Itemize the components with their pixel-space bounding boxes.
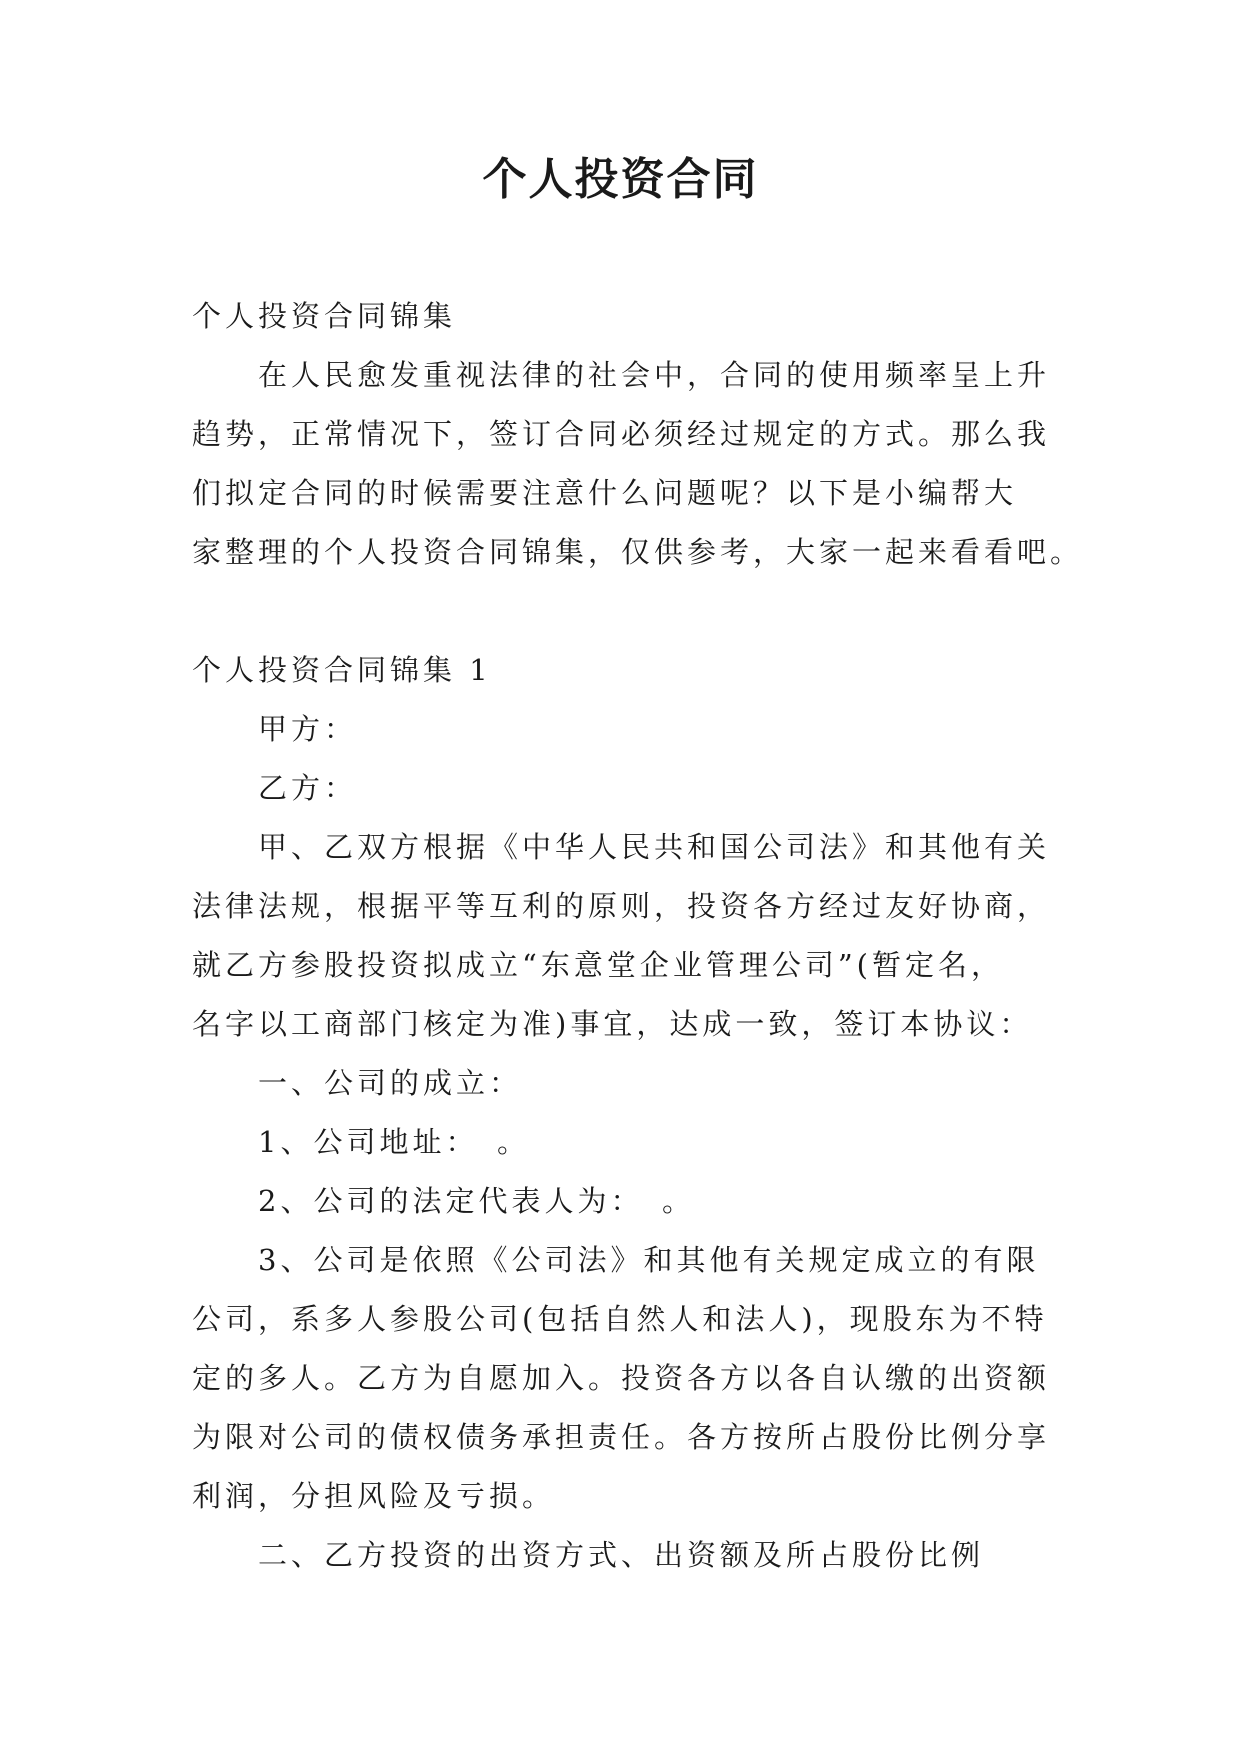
agreement-line: 法律法规，根据平等互利的原则，投资各方经过友好协商， [192, 889, 1051, 923]
clause-line: 公司，系多人参股公司(包括自然人和法人)，现股东为不特 [192, 1302, 1048, 1336]
article-2-heading: 二、乙方投资的出资方式、出资额及所占股份比例 [258, 1538, 985, 1572]
party-a-label: 甲方： [258, 712, 358, 746]
intro-line: 们拟定合同的时候需要注意什么问题呢？以下是小编帮大 [192, 476, 1018, 510]
clause-line: 3、公司是依照《公司法》和其他有关规定成立的有限 [258, 1243, 1040, 1277]
intro-line: 趋势，正常情况下，签订合同必须经过规定的方式。那么我 [192, 417, 1051, 451]
collection-subtitle: 个人投资合同锦集 [192, 299, 457, 333]
intro-paragraph [192, 346, 1084, 582]
agreement-line: 就乙方参股投资拟成立“东意堂企业管理公司”(暂定名， [192, 948, 1004, 982]
section-heading: 个人投资合同锦集 1 [192, 653, 492, 687]
clause-item-2: 2、公司的法定代表人为： 。 [258, 1184, 695, 1218]
clause-item-3 [192, 1231, 1052, 1526]
article-1-heading: 一、公司的成立： [258, 1066, 523, 1100]
document-title: 个人投资合同 [482, 154, 759, 205]
party-b-label: 乙方： [258, 771, 358, 805]
clause-item-1: 1、公司地址： 。 [258, 1125, 530, 1159]
agreement-paragraph [192, 818, 1052, 1054]
agreement-line: 甲、乙双方根据《中华人民共和国公司法》和其他有关 [258, 830, 1051, 864]
intro-line: 家整理的个人投资合同锦集，仅供参考，大家一起来看看吧。 [192, 535, 1084, 569]
paragraph-gap [192, 582, 1052, 641]
clause-line: 利润，分担风险及亏损。 [192, 1479, 556, 1513]
intro-line: 在人民愈发重视法律的社会中，合同的使用频率呈上升 [258, 358, 1051, 392]
agreement-line: 名字以工商部门核定为准)事宜，达成一致，签订本协议： [192, 1007, 1033, 1041]
clause-line: 定的多人。乙方为自愿加入。投资各方以各自认缴的出资额 [192, 1361, 1051, 1395]
document-body [192, 287, 1084, 1585]
clause-line: 为限对公司的债权债务承担责任。各方按所占股份比例分享 [192, 1420, 1051, 1454]
